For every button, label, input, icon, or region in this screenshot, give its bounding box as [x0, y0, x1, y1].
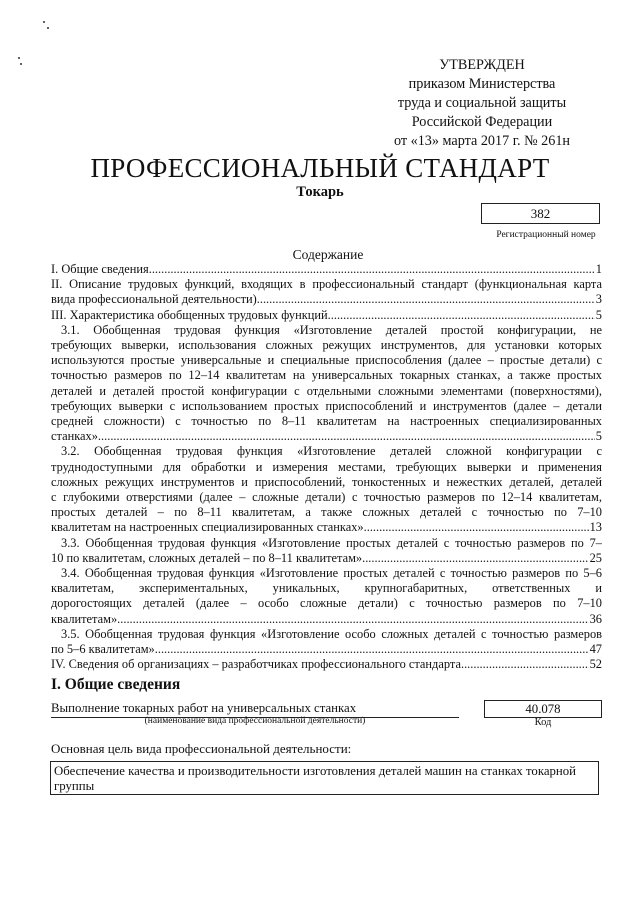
toc-entry-leader-line	[51, 262, 602, 277]
scan-speck	[47, 27, 49, 29]
scan-speck	[20, 63, 22, 65]
toc-entry-line: II. Описание трудовых функций, входящих в профессиональный стандарт (функциональная карта	[51, 277, 602, 292]
scan-speck	[43, 21, 45, 23]
activity-kind-caption: (наименование вида профессиональной деятельности)	[144, 716, 366, 726]
toc-entry-line: сложных режущих инструментов и приспособлений, тонкостенных и нежестких деталей, деталей	[51, 474, 602, 489]
toc-entry-leader-line	[51, 292, 602, 307]
toc-entry-leader-line	[51, 520, 602, 535]
toc-entry-line: дорогостоящих деталей (далее – особо сложные детали) с точностью размеров по 7–10	[51, 596, 602, 611]
scan-speck	[18, 57, 20, 59]
toc-entry	[51, 277, 602, 307]
toc-entry-line: 3.4. Обобщенная трудовая функция «Изготовление простых деталей с точностью размеров по 5–6	[61, 566, 602, 581]
toc-entry-title: квалитетам»	[51, 611, 118, 626]
toc-heading: Содержание	[292, 247, 364, 262]
activity-kind-value: Выполнение токарных работ на универсальных станках	[51, 701, 459, 718]
section-heading: I. Общие сведения	[51, 676, 181, 693]
toc-entry-line: средней сложности) с точностью по 8–11 квалитетам на настроенных специализированных	[51, 414, 602, 429]
document-title: ПРОФЕССИОНАЛЬНЫЙ СТАНДАРТ	[90, 153, 550, 183]
toc-page-number: 1	[595, 262, 602, 276]
toc-entry	[51, 308, 602, 323]
toc-entry-line: деталей и деталей простой конфигурации с отдельными сложными элементами (поверхностями),	[51, 383, 602, 398]
toc-entry-line: точностью размеров по 12–14 квалитетам на универсальных токарных станках, а также простых	[51, 368, 602, 383]
toc-entry-title: по 5–6 квалитетам»	[51, 642, 155, 657]
toc-entry-line: 3.1. Обобщенная трудовая функция «Изготовление деталей простой конфигурации, не	[61, 322, 602, 337]
approval-line: приказом Министерства	[408, 76, 556, 92]
toc-entry-title: IV. Сведения об организациях – разработчиках профессионального стандарта	[51, 657, 461, 672]
toc-entry-title: 10 по квалитетам, сложных деталей – по 8–11 квалитетам»	[51, 550, 363, 565]
registration-number-caption: Регистрационный номер	[496, 230, 596, 240]
toc-entry-title: станках»	[51, 429, 98, 444]
toc-entry	[51, 536, 602, 566]
toc-entry	[51, 566, 602, 627]
toc-entry-title: III. Характеристика обобщенных трудовых функций	[51, 307, 328, 322]
toc-entry-line: 3.3. Обобщенная трудовая функция «Изготовление простых деталей с точностью размеров по 7–	[61, 535, 602, 550]
toc-entry-line: квалитетам, экспериментальных, уникальных, крупногабаритных, ответственных и	[51, 581, 602, 596]
toc-entry	[51, 323, 602, 445]
toc-entry-line: простых деталей – по 8–11 квалитетам, а также сложных деталей с точностью по 7–10	[51, 505, 602, 520]
toc-entry-title: вида профессиональной деятельности)	[51, 292, 257, 307]
toc-entry-leader-line	[51, 551, 602, 566]
activity-code-caption: Код	[534, 717, 552, 728]
toc-page-number: 47	[589, 642, 602, 657]
table-of-contents	[51, 262, 602, 672]
toc-page-number: 5	[595, 307, 602, 322]
toc-entry	[51, 262, 602, 277]
toc-entry-line: труднодоступными для обработки и измерения местами, требующих выверки и применения	[51, 459, 602, 474]
toc-entry-leader-line	[51, 429, 602, 444]
toc-entry-line: 3.5. Обобщенная трудовая функция «Изготовление особо сложных деталей с точностью размеров	[61, 626, 602, 641]
toc-entry-leader-line	[51, 657, 602, 672]
toc-page-number: 3	[595, 292, 602, 307]
toc-page-number: 25	[589, 550, 602, 565]
approval-block	[382, 56, 582, 151]
approval-line: УТВЕРЖДЕН	[439, 57, 525, 73]
toc-entry-leader-line	[51, 642, 602, 657]
toc-entry-line: с глубокими отверстиями (далее – сложные детали) с точностью размеров по 12–14 квалитетам,	[51, 490, 602, 505]
toc-entry	[51, 657, 602, 672]
toc-entry	[51, 627, 602, 657]
toc-entry-line: требующих выверки с использованием простых приспособлений и инструментов (далее – детали	[51, 398, 602, 413]
approval-line: от «13» марта 2017 г. № 261н	[393, 133, 571, 149]
goal-label: Основная цель вида профессиональной деятельности:	[51, 741, 352, 756]
toc-page-number: 13	[589, 520, 602, 535]
toc-entry-line: требующих выверки, использования сложных режущих инструментов, для установки которых	[51, 338, 602, 353]
toc-entry-line: 3.2. Обобщенная трудовая функция «Изготовление деталей сложной конфигурации с	[61, 444, 602, 459]
toc-entry-title: квалитетам на настроенных специализированных станках»	[51, 520, 364, 535]
toc-entry-leader-line	[51, 308, 602, 323]
approval-line: труда и социальной защиты	[397, 95, 567, 111]
activity-code-box: 40.078	[484, 700, 602, 718]
toc-page-number: 36	[589, 611, 602, 626]
toc-entry-line: используются простые универсальные и специальные приспособления (далее – простые детали) с	[51, 353, 602, 368]
approval-line: Российской Федерации	[411, 114, 553, 130]
goal-text-box: Обеспечение качества и производительности изготовления деталей машин на станках токарной группы	[50, 761, 599, 795]
toc-page-number: 52	[589, 657, 602, 672]
toc-entry-title: I. Общие сведения	[51, 262, 149, 276]
toc-entry	[51, 444, 602, 535]
registration-number-box: 382	[481, 203, 600, 224]
document-subtitle: Токарь	[296, 184, 344, 200]
toc-entry-leader-line	[51, 612, 602, 627]
toc-page-number: 5	[595, 429, 602, 444]
